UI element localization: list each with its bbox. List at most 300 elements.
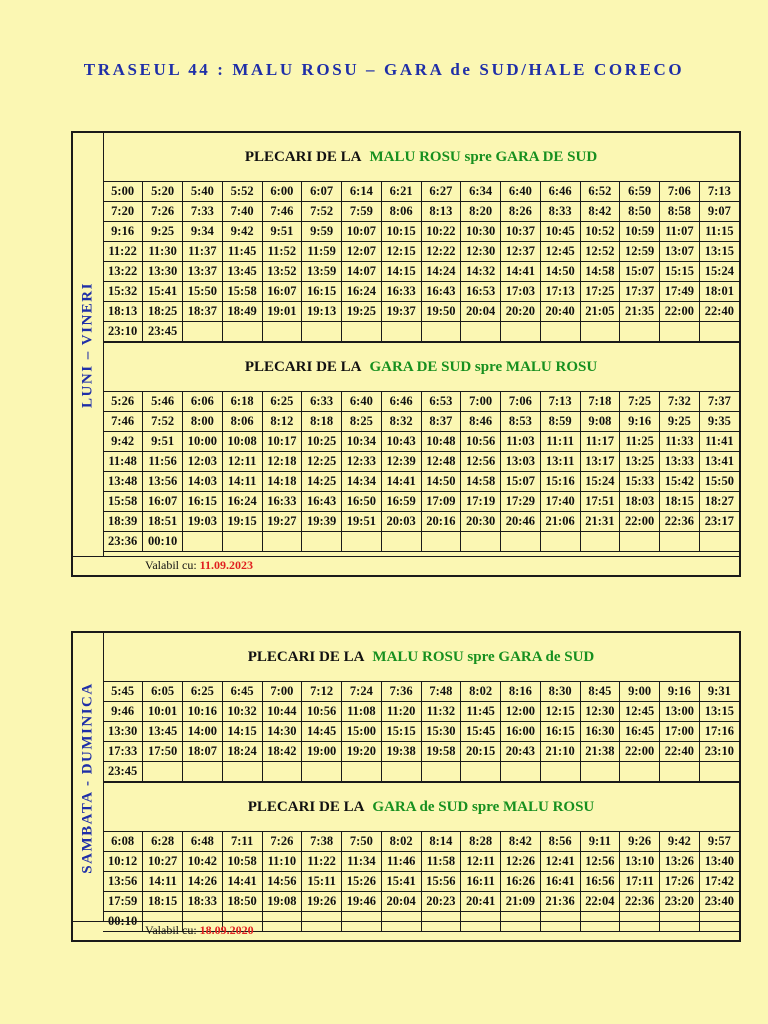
time-cell — [501, 762, 541, 782]
time-cell: 9:59 — [302, 222, 342, 242]
time-cell: 22:00 — [620, 742, 660, 762]
table-row — [103, 762, 739, 782]
time-cell: 19:13 — [302, 302, 342, 322]
time-cell: 7:20 — [103, 202, 143, 222]
time-cell: 12:18 — [262, 452, 302, 472]
time-cell: 00:10 — [143, 532, 183, 552]
time-cell: 19:58 — [421, 742, 461, 762]
time-cell: 8:28 — [461, 832, 501, 852]
time-cell: 22:00 — [620, 512, 660, 532]
time-cell: 15:15 — [660, 262, 700, 282]
time-cell: 15:30 — [421, 722, 461, 742]
table-row — [103, 722, 739, 742]
time-cell: 8:02 — [461, 682, 501, 702]
time-cell: 12:30 — [461, 242, 501, 262]
validity-date: 11.09.2023 — [199, 558, 253, 572]
time-cell: 17:50 — [143, 742, 183, 762]
table-row — [103, 302, 739, 322]
time-cell — [183, 762, 223, 782]
time-cell: 22:36 — [660, 512, 700, 532]
time-cell: 11:48 — [103, 452, 143, 472]
time-cell: 16:33 — [262, 492, 302, 512]
time-cell: 8:00 — [183, 412, 223, 432]
time-cell: 18:51 — [143, 512, 183, 532]
time-cell: 11:22 — [103, 242, 143, 262]
time-cell: 12:39 — [381, 452, 421, 472]
time-cell: 16:43 — [302, 492, 342, 512]
time-cell: 6:27 — [421, 182, 461, 202]
time-cell: 16:26 — [501, 872, 541, 892]
time-cell: 22:04 — [580, 892, 620, 912]
time-cell — [540, 532, 580, 552]
time-cell: 11:45 — [461, 702, 501, 722]
time-cell: 7:50 — [342, 832, 382, 852]
time-cell: 14:34 — [342, 472, 382, 492]
time-cell: 11:45 — [222, 242, 262, 262]
time-cell: 9:25 — [143, 222, 183, 242]
time-cell — [620, 322, 660, 342]
time-cell: 7:13 — [699, 182, 739, 202]
time-cell: 11:10 — [262, 852, 302, 872]
table-row — [103, 472, 739, 492]
time-cell: 6:25 — [262, 392, 302, 412]
time-cell: 14:58 — [461, 472, 501, 492]
time-cell: 14:26 — [183, 872, 223, 892]
time-cell: 13:30 — [103, 722, 143, 742]
time-cell: 9:31 — [699, 682, 739, 702]
time-cell: 22:40 — [699, 302, 739, 322]
time-cell: 7:38 — [302, 832, 342, 852]
time-cell: 13:22 — [103, 262, 143, 282]
heading-route: GARA DE SUD spre MALU ROSU — [369, 358, 598, 375]
time-cell: 20:20 — [501, 302, 541, 322]
time-cell: 6:59 — [620, 182, 660, 202]
time-cell: 15:11 — [302, 872, 342, 892]
time-cell: 13:25 — [620, 452, 660, 472]
time-cell: 9:51 — [143, 432, 183, 452]
time-cell: 21:36 — [540, 892, 580, 912]
time-cell: 19:27 — [262, 512, 302, 532]
time-cell: 21:35 — [620, 302, 660, 322]
time-cell: 11:11 — [540, 432, 580, 452]
time-cell: 10:08 — [222, 432, 262, 452]
time-cell: 15:50 — [183, 282, 223, 302]
time-cell — [580, 322, 620, 342]
time-cell: 7:06 — [501, 392, 541, 412]
time-cell: 12:11 — [461, 852, 501, 872]
time-cell: 11:56 — [143, 452, 183, 472]
time-cell: 18:27 — [699, 492, 739, 512]
weekend-outbound-table — [103, 682, 739, 782]
time-cell: 13:10 — [620, 852, 660, 872]
time-cell: 10:00 — [183, 432, 223, 452]
time-cell: 7:00 — [461, 392, 501, 412]
time-cell: 15:41 — [143, 282, 183, 302]
time-cell — [660, 532, 700, 552]
time-cell: 10:32 — [222, 702, 262, 722]
time-cell: 17:51 — [580, 492, 620, 512]
time-cell: 16:53 — [461, 282, 501, 302]
weekday-schedule — [71, 131, 741, 577]
time-cell: 6:28 — [143, 832, 183, 852]
time-cell: 18:33 — [183, 892, 223, 912]
time-cell: 10:42 — [183, 852, 223, 872]
time-cell: 9:16 — [660, 682, 700, 702]
table-row — [103, 182, 739, 202]
time-cell: 9:08 — [580, 412, 620, 432]
time-cell — [421, 532, 461, 552]
time-cell: 22:36 — [620, 892, 660, 912]
time-cell: 14:56 — [262, 872, 302, 892]
table-row — [103, 322, 739, 342]
time-cell: 6:05 — [143, 682, 183, 702]
time-cell: 7:06 — [660, 182, 700, 202]
weekend-validity-footer — [73, 921, 739, 940]
time-cell: 23:40 — [699, 892, 739, 912]
time-cell: 19:20 — [342, 742, 382, 762]
time-cell: 6:08 — [103, 832, 143, 852]
table-row — [103, 832, 739, 852]
time-cell: 19:38 — [381, 742, 421, 762]
time-cell: 6:07 — [302, 182, 342, 202]
time-cell: 8:02 — [381, 832, 421, 852]
time-cell: 7:00 — [262, 682, 302, 702]
table-row — [103, 872, 739, 892]
time-cell: 14:58 — [580, 262, 620, 282]
time-cell: 9:34 — [183, 222, 223, 242]
time-cell: 5:52 — [222, 182, 262, 202]
time-cell: 19:15 — [222, 512, 262, 532]
weekend-content — [103, 633, 739, 932]
time-cell — [302, 322, 342, 342]
time-cell: 8:45 — [580, 682, 620, 702]
weekend-outbound-heading — [103, 633, 739, 682]
time-cell: 12:30 — [580, 702, 620, 722]
time-cell: 17:13 — [540, 282, 580, 302]
time-cell: 10:48 — [421, 432, 461, 452]
time-cell: 12:48 — [421, 452, 461, 472]
table-row — [103, 432, 739, 452]
time-cell: 12:56 — [580, 852, 620, 872]
time-cell — [501, 532, 541, 552]
time-cell: 21:09 — [501, 892, 541, 912]
time-cell: 14:11 — [143, 872, 183, 892]
time-cell — [620, 762, 660, 782]
validity-date: 18.09.2020 — [199, 923, 254, 937]
heading-prefix: PLECARI DE LA — [247, 798, 365, 815]
time-cell: 19:00 — [302, 742, 342, 762]
time-cell — [620, 532, 660, 552]
time-cell: 11:52 — [262, 242, 302, 262]
time-cell: 16:15 — [183, 492, 223, 512]
time-cell: 16:41 — [540, 872, 580, 892]
time-cell: 9:26 — [620, 832, 660, 852]
time-cell: 13:41 — [699, 452, 739, 472]
time-cell: 6:33 — [302, 392, 342, 412]
validity-text — [145, 558, 253, 573]
heading-route: MALU ROSU spre GARA DE SUD — [369, 148, 598, 165]
time-cell: 22:40 — [660, 742, 700, 762]
weekend-side-label-box — [73, 633, 104, 922]
time-cell: 15:56 — [421, 872, 461, 892]
time-cell: 16:07 — [262, 282, 302, 302]
time-cell: 17:40 — [540, 492, 580, 512]
time-cell: 17:00 — [660, 722, 700, 742]
weekday-side-label: LUNI – VINERI — [79, 282, 96, 408]
time-cell: 8:12 — [262, 412, 302, 432]
time-cell: 8:46 — [461, 412, 501, 432]
time-cell: 13:30 — [143, 262, 183, 282]
time-cell: 15:15 — [381, 722, 421, 742]
time-cell: 10:37 — [501, 222, 541, 242]
weekday-validity-footer — [73, 556, 739, 575]
time-cell: 11:59 — [302, 242, 342, 262]
time-cell: 8:53 — [501, 412, 541, 432]
time-cell: 23:10 — [699, 742, 739, 762]
time-cell: 12:45 — [620, 702, 660, 722]
time-cell: 8:20 — [461, 202, 501, 222]
table-row — [103, 392, 739, 412]
table-row — [103, 412, 739, 432]
time-cell: 21:31 — [580, 512, 620, 532]
time-cell: 18:15 — [660, 492, 700, 512]
time-cell: 18:15 — [143, 892, 183, 912]
time-cell: 9:42 — [660, 832, 700, 852]
time-cell: 19:01 — [262, 302, 302, 322]
time-cell: 13:26 — [660, 852, 700, 872]
time-cell: 11:46 — [381, 852, 421, 872]
time-cell: 18:24 — [222, 742, 262, 762]
time-cell: 12:25 — [302, 452, 342, 472]
table-row — [103, 492, 739, 512]
time-cell: 23:45 — [143, 322, 183, 342]
time-cell: 19:03 — [183, 512, 223, 532]
time-cell: 19:46 — [342, 892, 382, 912]
time-cell: 10:12 — [103, 852, 143, 872]
time-cell — [342, 762, 382, 782]
time-cell: 9:51 — [262, 222, 302, 242]
time-cell: 6:40 — [501, 182, 541, 202]
time-cell: 23:20 — [660, 892, 700, 912]
time-cell: 16:24 — [222, 492, 262, 512]
time-cell: 10:07 — [342, 222, 382, 242]
time-cell: 9:46 — [103, 702, 143, 722]
validity-label: Valabil cu: — [145, 923, 197, 937]
time-cell: 21:38 — [580, 742, 620, 762]
time-cell: 15:41 — [381, 872, 421, 892]
time-cell: 11:34 — [342, 852, 382, 872]
time-cell: 9:00 — [620, 682, 660, 702]
time-cell: 10:27 — [143, 852, 183, 872]
time-cell: 6:52 — [580, 182, 620, 202]
time-cell: 20:03 — [381, 512, 421, 532]
time-cell — [660, 762, 700, 782]
time-cell — [222, 762, 262, 782]
time-cell: 11:33 — [660, 432, 700, 452]
time-cell: 19:39 — [302, 512, 342, 532]
time-cell: 17:26 — [660, 872, 700, 892]
time-cell: 13:15 — [699, 702, 739, 722]
time-cell: 7:36 — [381, 682, 421, 702]
time-cell: 11:17 — [580, 432, 620, 452]
time-cell: 14:00 — [183, 722, 223, 742]
page-title: TRASEUL 44 : MALU ROSU – GARA de SUD/HALE CORECO — [83, 60, 685, 79]
time-cell: 6:21 — [381, 182, 421, 202]
time-cell: 10:16 — [183, 702, 223, 722]
time-cell — [580, 762, 620, 782]
time-cell: 00:10 — [103, 912, 143, 932]
time-cell: 16:15 — [540, 722, 580, 742]
time-cell: 12:45 — [540, 242, 580, 262]
time-cell: 6:53 — [421, 392, 461, 412]
time-cell: 7:52 — [143, 412, 183, 432]
time-cell: 15:50 — [699, 472, 739, 492]
time-cell: 11:22 — [302, 852, 342, 872]
time-cell: 12:00 — [501, 702, 541, 722]
time-cell — [381, 532, 421, 552]
time-cell: 23:36 — [103, 532, 143, 552]
time-cell: 16:50 — [342, 492, 382, 512]
time-cell: 23:17 — [699, 512, 739, 532]
time-cell: 15:16 — [540, 472, 580, 492]
time-cell — [461, 322, 501, 342]
time-cell: 10:17 — [262, 432, 302, 452]
heading-route: GARA de SUD spre MALU ROSU — [372, 798, 595, 815]
time-cell: 16:33 — [381, 282, 421, 302]
heading-prefix: PLECARI DE LA — [244, 148, 362, 165]
time-cell: 17:16 — [699, 722, 739, 742]
weekday-side-label-box — [73, 133, 104, 557]
time-cell: 13:07 — [660, 242, 700, 262]
time-cell: 14:11 — [222, 472, 262, 492]
time-cell: 8:37 — [421, 412, 461, 432]
time-cell: 10:43 — [381, 432, 421, 452]
time-cell: 16:56 — [580, 872, 620, 892]
time-cell: 10:34 — [342, 432, 382, 452]
table-row — [103, 222, 739, 242]
time-cell: 20:30 — [461, 512, 501, 532]
table-row — [103, 282, 739, 302]
time-cell: 7:26 — [143, 202, 183, 222]
time-cell: 10:58 — [222, 852, 262, 872]
time-cell — [421, 762, 461, 782]
time-cell: 10:44 — [262, 702, 302, 722]
time-cell — [421, 322, 461, 342]
time-cell: 15:07 — [501, 472, 541, 492]
time-cell: 12:15 — [381, 242, 421, 262]
time-cell: 8:42 — [501, 832, 541, 852]
time-cell: 9:35 — [699, 412, 739, 432]
table-row — [103, 852, 739, 872]
time-cell: 18:03 — [620, 492, 660, 512]
heading-prefix: PLECARI DE LA — [244, 358, 362, 375]
time-cell: 15:58 — [103, 492, 143, 512]
time-cell: 8:32 — [381, 412, 421, 432]
time-cell: 13:59 — [302, 262, 342, 282]
time-cell: 5:00 — [103, 182, 143, 202]
time-cell: 7:59 — [342, 202, 382, 222]
table-row — [103, 892, 739, 912]
time-cell: 10:59 — [620, 222, 660, 242]
time-cell: 15:24 — [699, 262, 739, 282]
time-cell: 14:30 — [262, 722, 302, 742]
time-cell: 14:32 — [461, 262, 501, 282]
time-cell: 17:03 — [501, 282, 541, 302]
time-cell — [660, 322, 700, 342]
time-cell: 13:03 — [501, 452, 541, 472]
time-cell: 16:30 — [580, 722, 620, 742]
time-cell: 11:08 — [342, 702, 382, 722]
time-cell: 8:16 — [501, 682, 541, 702]
time-cell: 13:48 — [103, 472, 143, 492]
time-cell: 17:09 — [421, 492, 461, 512]
time-cell: 14:25 — [302, 472, 342, 492]
time-cell: 17:37 — [620, 282, 660, 302]
time-cell: 10:45 — [540, 222, 580, 242]
time-cell: 5:40 — [183, 182, 223, 202]
time-cell: 12:59 — [620, 242, 660, 262]
time-cell: 6:45 — [222, 682, 262, 702]
time-cell — [461, 532, 501, 552]
time-cell: 13:00 — [660, 702, 700, 722]
weekday-outbound-heading — [103, 133, 739, 182]
time-cell: 7:46 — [103, 412, 143, 432]
time-cell: 13:56 — [143, 472, 183, 492]
time-cell: 6:00 — [262, 182, 302, 202]
time-cell: 19:08 — [262, 892, 302, 912]
time-cell: 14:45 — [302, 722, 342, 742]
time-cell: 14:41 — [222, 872, 262, 892]
time-cell: 7:11 — [222, 832, 262, 852]
time-cell: 17:25 — [580, 282, 620, 302]
time-cell: 12:07 — [342, 242, 382, 262]
table-row — [103, 202, 739, 222]
time-cell — [222, 532, 262, 552]
time-cell: 20:43 — [501, 742, 541, 762]
time-cell: 10:15 — [381, 222, 421, 242]
time-cell: 16:24 — [342, 282, 382, 302]
time-cell: 12:52 — [580, 242, 620, 262]
time-cell: 10:22 — [421, 222, 461, 242]
time-cell — [699, 322, 739, 342]
time-cell: 19:50 — [421, 302, 461, 322]
time-cell: 18:25 — [143, 302, 183, 322]
time-cell: 12:26 — [501, 852, 541, 872]
time-cell: 19:26 — [302, 892, 342, 912]
time-cell — [381, 762, 421, 782]
time-cell: 20:46 — [501, 512, 541, 532]
time-cell: 11:58 — [421, 852, 461, 872]
time-cell: 13:37 — [183, 262, 223, 282]
time-cell: 6:46 — [381, 392, 421, 412]
weekday-inbound-heading — [103, 342, 739, 392]
table-row — [103, 532, 739, 552]
time-cell: 9:42 — [103, 432, 143, 452]
table-row — [103, 742, 739, 762]
time-cell: 15:32 — [103, 282, 143, 302]
time-cell: 12:03 — [183, 452, 223, 472]
time-cell: 13:15 — [699, 242, 739, 262]
time-cell: 11:07 — [660, 222, 700, 242]
time-cell: 15:42 — [660, 472, 700, 492]
time-cell: 10:30 — [461, 222, 501, 242]
time-cell: 9:11 — [580, 832, 620, 852]
table-row — [103, 702, 739, 722]
time-cell: 14:50 — [540, 262, 580, 282]
weekday-content — [103, 133, 739, 552]
time-cell: 11:03 — [501, 432, 541, 452]
time-cell: 8:33 — [540, 202, 580, 222]
